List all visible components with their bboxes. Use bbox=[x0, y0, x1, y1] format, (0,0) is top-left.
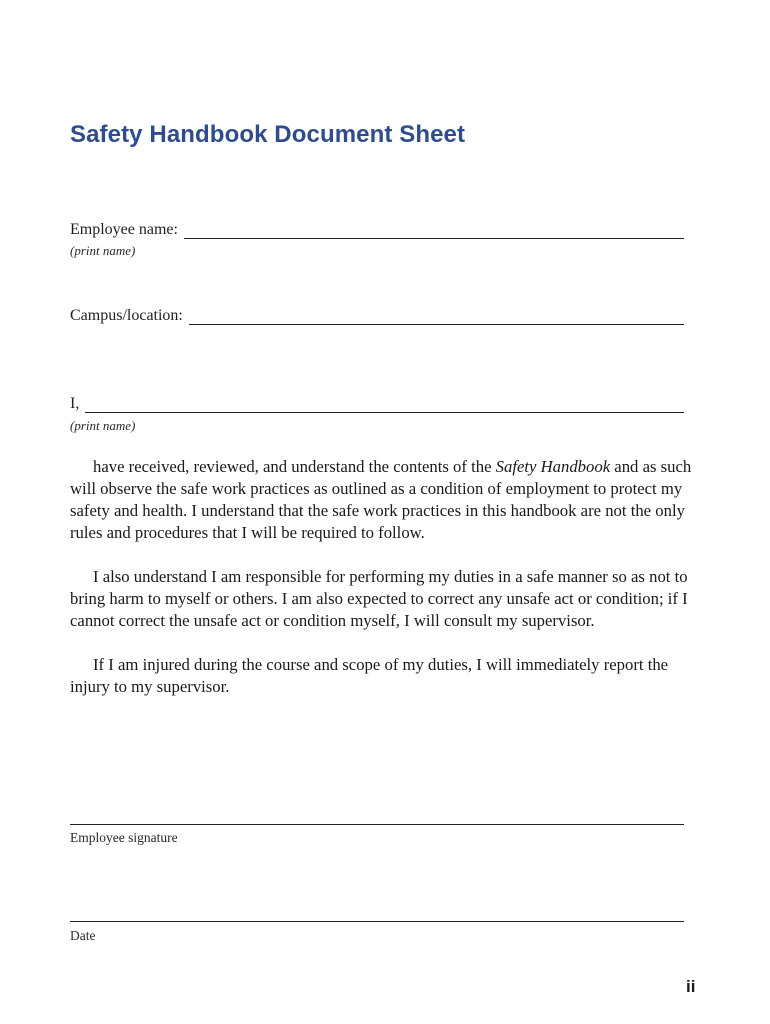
paragraph-1-start: have received, reviewed, and understand the contents of the bbox=[93, 457, 496, 476]
paragraph-1-end: and as such will observe the safe work practices as outlined as a condition of employment to protect my safety and health. I understand that the safe work practices in this handbook are not the only rules and procedures that I will be required to follow. bbox=[70, 457, 692, 542]
employee-signature-label: Employee signature bbox=[70, 830, 178, 845]
acknowledger-name-field[interactable] bbox=[70, 395, 684, 413]
handbook-title-reference: Safety Handbook bbox=[495, 457, 611, 476]
campus-location-field[interactable] bbox=[70, 307, 684, 325]
employee-name-line[interactable] bbox=[184, 225, 684, 239]
employee-name-hint: (print name) bbox=[70, 243, 136, 258]
paragraph-responsibility: I also understand I am responsible for performing my duties in a safe manner so as not to bring harm to myself or others. I am also expected to correct any unsafe act or condition; if I cannot correct the unsafe act or condition myself, I will consult my supervisor. bbox=[70, 567, 688, 630]
page-title: Safety Handbook Document Sheet bbox=[70, 121, 466, 148]
acknowledgement-text bbox=[70, 456, 698, 698]
date-line[interactable] bbox=[70, 921, 684, 922]
employee-name-field[interactable] bbox=[70, 221, 684, 239]
acknowledger-name-line[interactable] bbox=[85, 399, 684, 413]
campus-location-line[interactable] bbox=[189, 311, 684, 325]
employee-name-label: Employee name: bbox=[70, 221, 178, 238]
date-label: Date bbox=[70, 928, 96, 943]
acknowledger-label: I, bbox=[70, 395, 80, 412]
paragraph-injury-report: If I am injured during the course and scope of my duties, I will immediately report the injury to my supervisor. bbox=[70, 655, 669, 696]
paragraph-received-handbook bbox=[70, 456, 698, 544]
employee-signature-line[interactable] bbox=[70, 824, 684, 825]
acknowledger-name-hint: (print name) bbox=[70, 418, 136, 433]
page-number: ii bbox=[686, 977, 696, 996]
campus-location-label: Campus/location: bbox=[70, 307, 183, 324]
